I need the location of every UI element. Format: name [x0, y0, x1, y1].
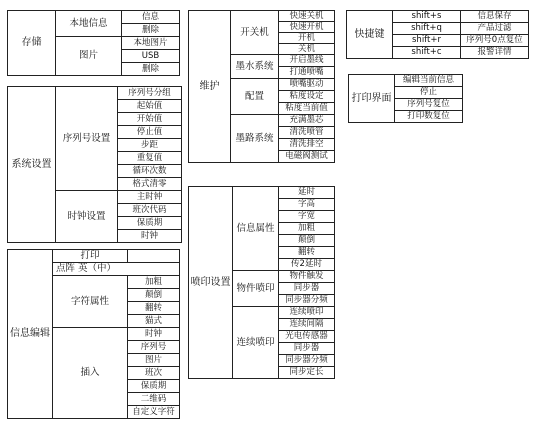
maintain-ink-path-item: 清洗排空 — [279, 139, 335, 151]
maintain-ink-system: 墨水系统 — [231, 55, 279, 79]
print-settings-continuous-print: 连续喷印 — [233, 307, 279, 379]
print-screen-item: 编辑当前信息 — [395, 75, 463, 87]
maintain-config-item: 喷嘴驱动 — [279, 79, 335, 91]
maintain-ink-path-item: 电磁阀测试 — [279, 151, 335, 163]
print-screen-table — [348, 74, 463, 123]
print-settings-object-print-item: 同步器分频 — [279, 295, 335, 307]
maintain-ink-path: 墨路系统 — [231, 115, 279, 163]
shortcut-action: 报警详情 — [461, 47, 529, 59]
system-serial-item: 格式清零 — [118, 178, 182, 191]
print-settings-continuous-print-item: 光电传感器 — [279, 331, 335, 343]
info-edit-print: 打印 — [53, 250, 128, 263]
shortcut-key: shift+q — [393, 23, 461, 35]
info-edit-root: 信息编辑 — [8, 250, 53, 419]
info-edit-char-attr-item: 颠倒 — [128, 289, 180, 302]
system-serial-item: 起始值 — [118, 100, 182, 113]
maintain-config-item: 粘度当前值 — [279, 103, 335, 115]
storage-local-info-item: 删除 — [122, 24, 180, 37]
info-edit-font: 点阵 英（中） — [53, 263, 180, 276]
storage-image-item: 本地图片 — [122, 37, 180, 50]
print-settings-info-attr-item: 颠倒 — [279, 235, 335, 247]
print-settings-continuous-print-item: 连续喷印 — [279, 307, 335, 319]
print-screen-item: 打印数复位 — [395, 111, 463, 123]
print-settings-info-attr-item: 字宽 — [279, 211, 335, 223]
print-settings-info-attr-item: 字高 — [279, 199, 335, 211]
maintain-ink-path-item: 清洗喷管 — [279, 127, 335, 139]
print-settings-continuous-print-item: 同步定长 — [279, 367, 335, 379]
maintain-ink-system-item: 打通喷嘴 — [279, 67, 335, 79]
shortcuts-root: 快捷键 — [347, 11, 393, 59]
system-serial-item: 重复值 — [118, 152, 182, 165]
print-settings-continuous-print-item: 同步器分频 — [279, 355, 335, 367]
system-serial-item: 开始值 — [118, 113, 182, 126]
info-edit-insert-item: 班次 — [128, 367, 180, 380]
maintain-ink-system-item: 开启墨线 — [279, 55, 335, 67]
info-edit-insert-item: 序列号 — [128, 341, 180, 354]
info-edit-insert-item: 时钟 — [128, 328, 180, 341]
storage-local-info: 本地信息 — [56, 11, 122, 37]
storage-table — [7, 10, 180, 76]
print-settings-continuous-print-item: 连续间隔 — [279, 319, 335, 331]
print-settings-object-print-item: 物件触发 — [279, 271, 335, 283]
system-serial-item: 循环次数 — [118, 165, 182, 178]
system-root: 系统设置 — [8, 87, 56, 243]
system-clock-item: 班次代码 — [118, 204, 182, 217]
system-clock-item: 时钟 — [118, 230, 182, 243]
print-settings-info-attr: 信息属性 — [233, 187, 279, 271]
print-settings-info-attr-item: 翻转 — [279, 247, 335, 259]
system-serial-item: 步距 — [118, 139, 182, 152]
maintain-power-item: 开机 — [279, 33, 335, 44]
shortcut-action: 序列号0点复位 — [461, 35, 529, 47]
print-settings-info-attr-item: 加粗 — [279, 223, 335, 235]
system-serial-item: 序列号分组 — [118, 87, 182, 100]
storage-image-item: USB — [122, 50, 180, 63]
info-edit-insert: 插入 — [53, 328, 128, 419]
maintain-power-item: 快速开机 — [279, 22, 335, 33]
print-settings-table — [188, 186, 335, 379]
info-edit-insert-item: 二维码 — [128, 393, 180, 406]
maintain-table — [188, 10, 335, 163]
info-edit-insert-item: 自定义字符 — [128, 406, 180, 419]
info-edit-char-attr-item: 猫式 — [128, 315, 180, 328]
print-settings-object-print: 物件喷印 — [233, 271, 279, 307]
print-settings-info-attr-item: 延时 — [279, 187, 335, 199]
system-serial: 序列号设置 — [56, 87, 118, 191]
shortcut-action: 产品过滤 — [461, 23, 529, 35]
system-clock-item: 主时钟 — [118, 191, 182, 204]
storage-image-item: 删除 — [122, 63, 180, 76]
storage-root: 存储 — [8, 11, 56, 76]
print-settings-root: 喷印设置 — [189, 187, 233, 379]
print-settings-continuous-print-item: 同步器 — [279, 343, 335, 355]
shortcuts-table — [346, 10, 529, 59]
system-serial-item: 停止值 — [118, 126, 182, 139]
info-edit-char-attr-item: 加粗 — [128, 276, 180, 289]
info-edit-insert-item: 图片 — [128, 354, 180, 367]
maintain-power-item: 关机 — [279, 44, 335, 55]
info-edit-table — [7, 249, 180, 419]
print-screen-item: 停止 — [395, 87, 463, 99]
maintain-ink-path-item: 充满墨芯 — [279, 115, 335, 127]
info-edit-char-attr-item: 翻转 — [128, 302, 180, 315]
print-settings-info-attr-item: 传2延时 — [279, 259, 335, 271]
shortcut-key: shift+c — [393, 47, 461, 59]
storage-image: 图片 — [56, 37, 122, 76]
system-clock-item: 保质期 — [118, 217, 182, 230]
maintain-root: 维护 — [189, 11, 231, 163]
shortcut-key: shift+s — [393, 11, 461, 23]
print-settings-object-print-item: 同步器 — [279, 283, 335, 295]
print-screen-root: 打印界面 — [349, 75, 395, 123]
system-settings-table — [7, 86, 182, 243]
info-edit-print-blank — [128, 250, 180, 263]
maintain-config-item: 粘度设定 — [279, 91, 335, 103]
info-edit-char-attr: 字符属性 — [53, 276, 128, 328]
system-clock: 时钟设置 — [56, 191, 118, 243]
info-edit-insert-item: 保质期 — [128, 380, 180, 393]
shortcut-action: 信息保存 — [461, 11, 529, 23]
print-screen-item: 序列号复位 — [395, 99, 463, 111]
storage-local-info-item: 信息 — [122, 11, 180, 24]
maintain-power: 开关机 — [231, 11, 279, 55]
maintain-config: 配置 — [231, 79, 279, 115]
maintain-power-item: 快速关机 — [279, 11, 335, 22]
shortcut-key: shift+r — [393, 35, 461, 47]
